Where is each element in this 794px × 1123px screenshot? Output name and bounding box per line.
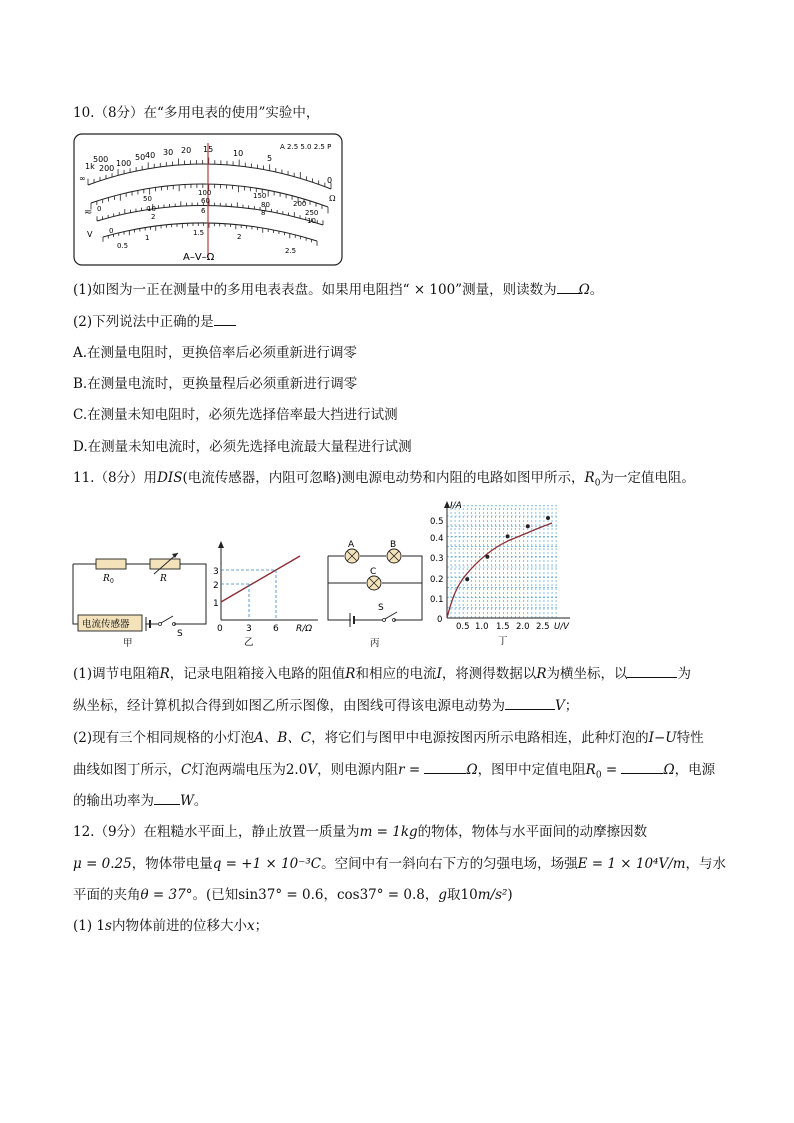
lowv-25: 2.5 xyxy=(285,247,297,255)
ding-ytick-5: 0.5 xyxy=(430,517,444,527)
ohm-20: 20 xyxy=(181,146,192,155)
q11-sub1-r2: R xyxy=(345,666,356,682)
q11-sub2-abc: A、B、C xyxy=(254,730,312,746)
yi-fit-line xyxy=(221,556,300,602)
q12-l3-theta: θ = 37° xyxy=(140,887,193,903)
acv-250: 250 xyxy=(305,209,319,217)
q11-sub2-l2g: = xyxy=(601,762,622,778)
q11-sub2-l3-end: 。 xyxy=(193,793,208,809)
lowv-2: 2 xyxy=(237,233,242,241)
q12-sub1-end: ； xyxy=(254,918,269,934)
q11-sub2-l2h: ，电源 xyxy=(674,762,716,778)
yi-caption: 乙 xyxy=(244,637,254,648)
yi-xtick-0: 0 xyxy=(217,624,223,634)
bing-switch-label: S xyxy=(378,603,384,613)
meter-ac-mark: ≂ xyxy=(84,207,93,218)
ohm-30: 30 xyxy=(163,148,174,157)
q11-heading-end: 为一定值电阻。 xyxy=(600,470,695,486)
ding-ytick-3: 0.3 xyxy=(430,554,444,564)
acv-200: 200 xyxy=(293,200,307,208)
ohm-15: 15 xyxy=(203,145,214,154)
ding-xtick-10: 1.0 xyxy=(475,622,489,632)
ding-ytick-4: 0.4 xyxy=(430,534,444,544)
yi-ytick-2: 2 xyxy=(213,581,219,591)
meter-v-mark: V xyxy=(87,230,93,239)
q11-sub2-iu: I−U xyxy=(648,730,677,746)
q11-sub1-a: (1)调节电阻箱 xyxy=(73,666,160,682)
jia-caption: 甲 xyxy=(123,638,133,649)
q12-l2-mu: μ = 0.25 xyxy=(73,856,132,872)
ding-data-point xyxy=(526,524,530,528)
q10-heading: 10.（8分）在“多用电表的使用”实验中， xyxy=(73,105,320,121)
ding-caption: 丁 xyxy=(498,636,508,647)
q11-sub2-l2c: C xyxy=(181,762,192,778)
q11-heading-r0: R xyxy=(584,470,595,486)
q10-sub2 xyxy=(73,313,236,331)
q12-l3-d: ) xyxy=(507,887,513,903)
jia-sensor-label: 电流传感器 xyxy=(82,619,130,630)
q11-sub2-l3: 的输出功率为 xyxy=(73,793,154,809)
q11-sub1-f: 为 xyxy=(677,666,691,682)
ding-ylabel: I/A xyxy=(450,501,462,511)
ohm-inf-label: ∞ xyxy=(79,174,86,183)
ohm-50: 50 xyxy=(135,153,146,162)
multimeter-dial xyxy=(73,133,343,266)
bing-lamp-c-label: C xyxy=(370,567,377,577)
q10-option-a: A.在测量电阻时，更换倍率后必须重新进行调零 xyxy=(73,345,358,361)
acv-50: 50 xyxy=(143,195,152,203)
q11-sub1-unit: V xyxy=(555,698,565,714)
q10-sub1-text: (1)如图为一正在测量中的多用电表表盘。如果用电阻挡“ × 100”测量，则读数为 xyxy=(73,282,557,298)
q12-l3-c: 取10 xyxy=(447,887,478,903)
acv-0: 0 xyxy=(97,205,102,213)
jia-r0-label: R xyxy=(103,574,110,584)
ding-data-point xyxy=(506,534,510,538)
ohm-5: 5 xyxy=(267,154,273,163)
q11-sub2-l2a: 曲线如图丁所示， xyxy=(73,762,181,778)
q10-sub1-unit: Ω xyxy=(578,282,590,298)
jia-r0-sub: 0 xyxy=(110,578,114,585)
q12-l3-g: g xyxy=(438,887,448,903)
dc-2: 2 xyxy=(151,213,156,221)
q10-sub2-text: (2)下列说法中正确的是 xyxy=(73,314,214,330)
q12-sub1-s: s xyxy=(105,918,112,934)
q12-sub1 xyxy=(73,917,268,935)
q10-sub2-blank[interactable] xyxy=(214,313,236,326)
q11-sub1-e: 为横坐标，以 xyxy=(546,666,628,682)
ohm-500: 500 xyxy=(93,155,109,164)
q11-sub1-b: ，记录电阻箱接入电路的阻值 xyxy=(169,666,346,682)
q12-l2-q: q = +1 × 10⁻³C xyxy=(212,856,322,872)
q10-sub1 xyxy=(73,281,603,299)
q10-sub1-end: 。 xyxy=(589,282,604,298)
q12-l2-b: 。空间中有一斜向右下方的匀强电场，场强 xyxy=(321,856,578,872)
q11-heading xyxy=(73,469,695,493)
ding-xtick-05: 0.5 xyxy=(456,622,470,632)
q12-line2 xyxy=(73,855,726,873)
q11-sub2-b: ，将它们与图甲中电源按图丙所示电路相连，此种灯泡的 xyxy=(311,730,649,746)
q12-l1: 12.（9分）在粗糙水平面上，静止放置一质量为 xyxy=(73,824,360,840)
q11-sub2-line1 xyxy=(73,729,704,747)
q11-heading-dis: DIS xyxy=(157,470,183,486)
q11-sub1-i: I xyxy=(436,666,442,682)
q12-line3 xyxy=(73,886,513,904)
q11-sub2-l2b: 灯泡两端电压为2.0 xyxy=(191,762,308,778)
q11-sub1-c: 和相应的电流 xyxy=(355,666,437,682)
yi-xlabel: R/Ω xyxy=(296,624,313,634)
dc-mid-80: 80 xyxy=(261,201,270,209)
acv-100: 100 xyxy=(198,189,212,197)
q11-sub2-l2r: r xyxy=(398,762,405,778)
q11-sub1-r1: R xyxy=(159,666,170,682)
q11-sub2-line3 xyxy=(73,792,207,810)
lowv-05: 0.5 xyxy=(117,242,129,250)
jia-r-label: R xyxy=(160,574,167,584)
q11-sub2-l2e: = xyxy=(404,762,425,778)
q11-sub2-l2f: ，图甲中定值电阻 xyxy=(477,762,586,778)
figure-yi-graph xyxy=(210,540,320,652)
figure-bing-circuit xyxy=(322,540,434,650)
q11-sub2-l2d: ，则电源内阻 xyxy=(317,762,399,778)
q11-sub1-blank2[interactable] xyxy=(505,697,555,710)
q12-sub1-x: x xyxy=(246,918,255,934)
ohm-100: 100 xyxy=(116,159,132,168)
meter-bottom-label: A–V–Ω xyxy=(183,252,215,263)
q12-l2-c: ，与水 xyxy=(685,856,727,872)
q11-sub2-l3-unit: W xyxy=(180,793,194,809)
dc-10b: 10 xyxy=(307,217,316,225)
q11-sub2-blank3[interactable] xyxy=(154,792,180,805)
q12-l2-e: E = 1 × 10⁴V/m xyxy=(577,856,686,872)
jia-switch-label: S xyxy=(177,629,183,639)
q12-line1 xyxy=(73,823,647,841)
q12-l1-b: 的物体，物体与水平面间的动摩擦因数 xyxy=(417,824,648,840)
ding-ytick-0: 0 xyxy=(437,615,443,625)
q10-option-b: B.在测量电流时，更换量程后必须重新进行调零 xyxy=(73,376,358,392)
q11-heading-pre: 11.（8分）用 xyxy=(73,470,158,486)
ding-data-point xyxy=(546,516,550,520)
dc-10: 10 xyxy=(147,205,156,213)
q11-sub1-blank1[interactable] xyxy=(627,665,677,678)
lowv-1: 1 xyxy=(145,234,150,242)
q10-sub1-blank[interactable] xyxy=(557,281,579,294)
acv-150: 150 xyxy=(253,192,267,200)
q11-heading-mid: (电流传感器，内阻可忽略)测电源电动势和内阻的电路如图甲所示， xyxy=(182,470,585,486)
q11-sub1-line2 xyxy=(73,697,578,715)
q11-sub2-unit2: Ω xyxy=(663,762,675,778)
q11-sub2-R0sub: 0 xyxy=(595,770,602,781)
q11-sub2-R0: R xyxy=(585,762,596,778)
q11-sub2-line2 xyxy=(73,761,715,785)
q10-option-d: D.在测量未知电流时，必须先选择电流最大量程进行试测 xyxy=(73,439,412,455)
q12-l3-a: 平面的夹角 xyxy=(73,887,141,903)
resistor-r0 xyxy=(96,559,126,569)
q11-sub2-l2v: V xyxy=(307,762,318,778)
yi-ytick-3: 3 xyxy=(213,567,219,577)
ohm-10: 10 xyxy=(233,149,244,158)
yi-xtick-6: 6 xyxy=(273,624,279,634)
ohm-1k: 1k xyxy=(85,162,95,171)
q12-l3-b: 。(已知sin37° = 0.6，cos37° = 0.8， xyxy=(192,887,439,903)
yi-xtick-3: 3 xyxy=(246,624,252,634)
figure-jia-circuit xyxy=(70,548,210,648)
meter-top-right: A 2.5 5.0 2.5 P xyxy=(280,143,332,151)
ding-xtick-15: 1.5 xyxy=(496,622,510,632)
dc-8: 8 xyxy=(261,209,266,217)
lowv-0: 0 xyxy=(109,227,114,235)
q11-sub2-blank1[interactable] xyxy=(424,761,466,774)
ohm-40: 40 xyxy=(145,151,156,160)
ohm-0: 0 xyxy=(327,176,333,185)
q11-sub1-d: ，将测得数据以 xyxy=(441,666,537,682)
ding-xtick-20: 2.0 xyxy=(516,622,530,632)
lowv-15: 1.5 xyxy=(193,229,205,237)
ding-ytick-2: 0.2 xyxy=(430,575,444,585)
yi-ytick-1: 1 xyxy=(213,599,219,609)
ohm-200: 200 xyxy=(99,164,115,173)
q12-sub1-num: (1) 1 xyxy=(73,918,106,934)
q11-sub2-unit1: Ω xyxy=(466,762,478,778)
ding-xlabel: U/V xyxy=(554,622,569,632)
q12-l3-unit: m/s² xyxy=(477,887,508,903)
meter-ohm-unit: Ω xyxy=(329,194,336,203)
dc-mid-60: 60 xyxy=(201,197,210,205)
dc-6: 6 xyxy=(201,207,206,215)
q10-option-c: C.在测量未知电阻时，必须先选择倍率最大挡进行试测 xyxy=(73,407,398,423)
q12-l1-m: m = 1kg xyxy=(359,824,418,840)
bing-lamp-b-label: B xyxy=(390,540,397,550)
ding-xtick-25: 2.5 xyxy=(536,622,550,632)
q12-sub1-b: 内物体前进的位移大小 xyxy=(111,918,247,934)
q11-sub2-a: (2)现有三个相同规格的小灯泡 xyxy=(73,730,255,746)
figure-ding-graph xyxy=(430,498,580,646)
q11-sub1-line1 xyxy=(73,665,691,683)
q11-sub1-l2: 纵坐标，经计算机拟合得到如图乙所示图像，由图线可得该电源电动势为 xyxy=(73,698,505,714)
ding-ytick-1: 0.1 xyxy=(430,595,444,605)
q11-sub2-c: 特性 xyxy=(676,730,704,746)
ding-data-point xyxy=(465,577,469,581)
q11-sub1-end: ； xyxy=(564,698,579,714)
bing-caption: 丙 xyxy=(370,638,380,649)
q11-sub1-r3: R xyxy=(536,666,547,682)
ding-data-point xyxy=(485,555,489,559)
bing-lamp-a-label: A xyxy=(348,540,355,550)
q11-heading-r0-sub: 0 xyxy=(594,478,601,489)
q11-sub2-blank2[interactable] xyxy=(621,761,663,774)
q12-l2-a: ，物体带电量 xyxy=(131,856,213,872)
